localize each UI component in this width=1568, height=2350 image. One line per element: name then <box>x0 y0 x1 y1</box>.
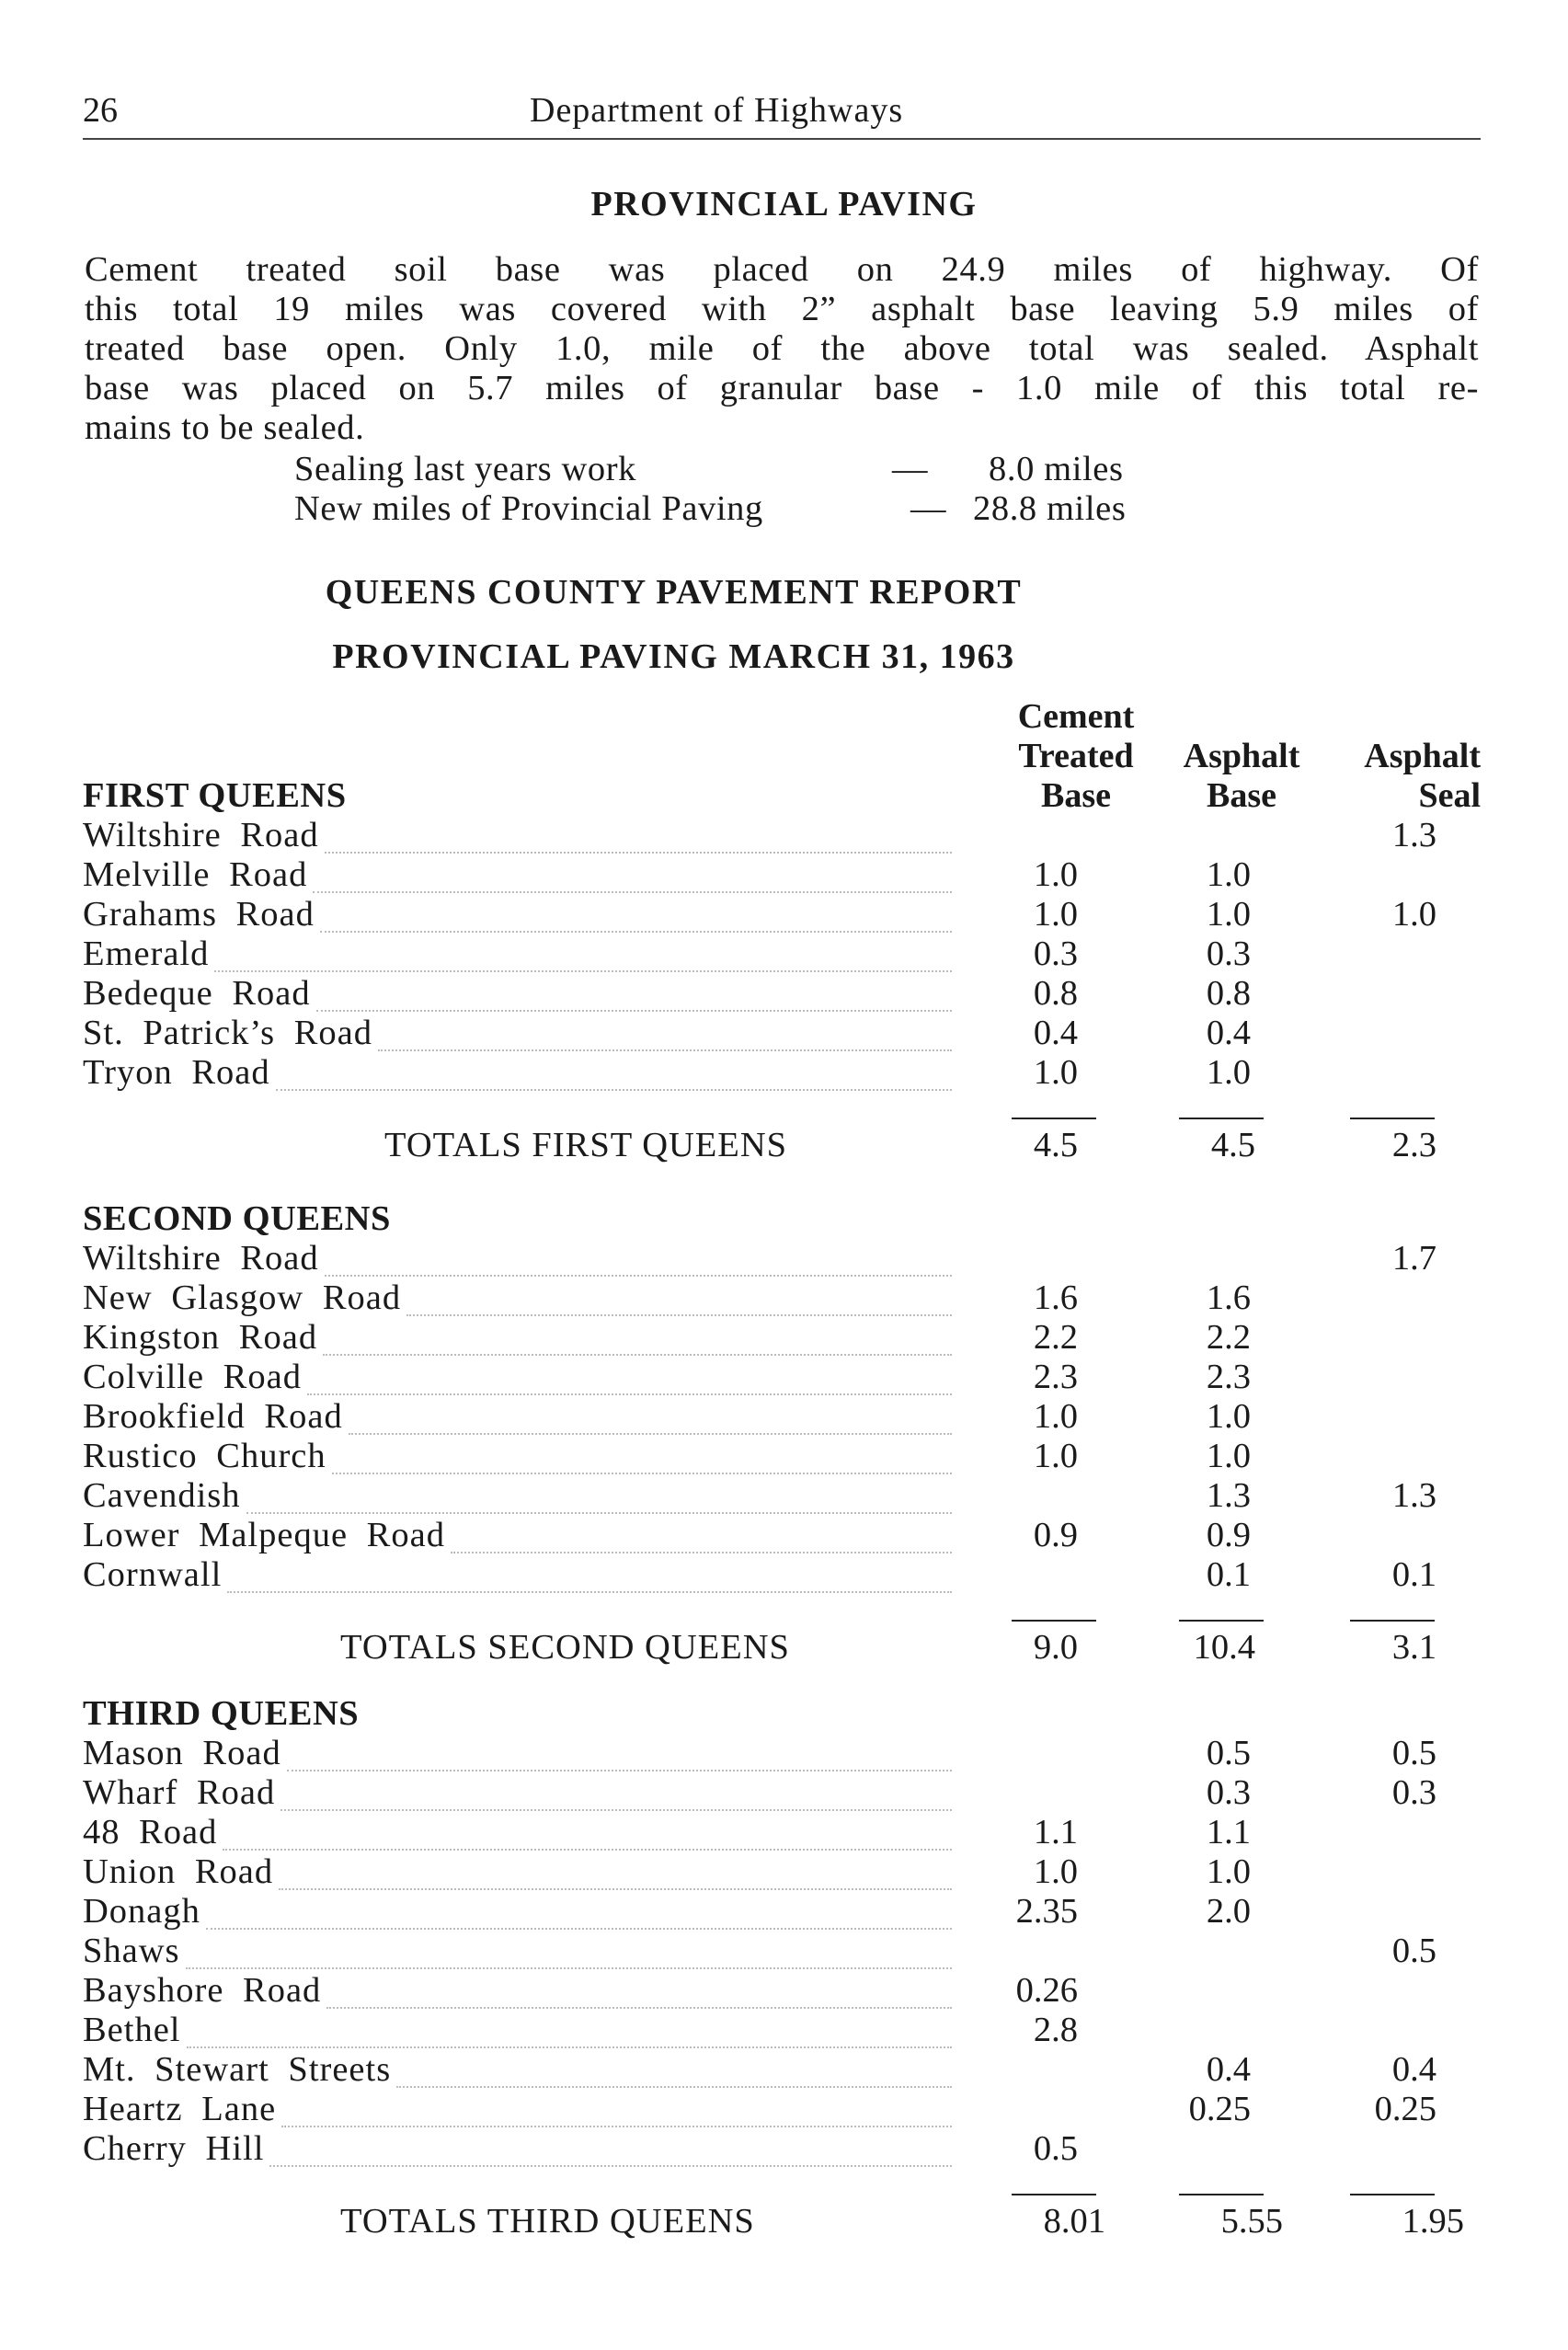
cell-cement: 1.0 <box>1033 1852 1078 1891</box>
dot-leader <box>313 854 952 893</box>
total-asphalt-base: 4.5 <box>1210 1126 1255 1164</box>
dot-leader <box>323 1317 952 1356</box>
dot-leader <box>406 1278 952 1316</box>
total-label: TOTALS SECOND QUEENS <box>340 1628 790 1667</box>
cell-asphalt-seal: 1.0 <box>1391 895 1436 934</box>
running-title: Department of Highways <box>530 91 904 130</box>
road-name: Bayshore Road <box>83 1971 322 2010</box>
table-row <box>83 1357 1481 1396</box>
road-name: 48 Road <box>83 1813 218 1851</box>
total-asphalt-seal: 2.3 <box>1391 1126 1436 1164</box>
dot-leader <box>325 1238 952 1277</box>
header-rule <box>83 138 1481 140</box>
dot-leader <box>332 1436 952 1474</box>
paragraph-line: mains to be sealed. <box>85 408 365 447</box>
table-row <box>83 2049 1481 2089</box>
paragraph-line: treated base open. Only 1.0, mile of the above total was sealed. Asphalt <box>85 329 1479 368</box>
table-row <box>83 1515 1481 1554</box>
road-name: Rustico Church <box>83 1437 326 1475</box>
table-row <box>83 2010 1481 2049</box>
report-subtitle: PROVINCIAL PAVING MARCH 31, 1963 <box>332 637 1015 676</box>
road-name: Wiltshire Road <box>83 1239 319 1278</box>
cell-asphalt-base: 1.0 <box>1206 1437 1251 1475</box>
road-name: Mason Road <box>83 1734 281 1772</box>
dot-leader <box>349 1396 952 1435</box>
column-header-cement: Cement Treated Base <box>1017 697 1135 815</box>
table-row <box>83 1733 1481 1772</box>
table-row <box>83 1396 1481 1436</box>
road-name: Shaws <box>83 1932 180 1970</box>
cell-asphalt-base: 0.3 <box>1206 1773 1251 1812</box>
table-row <box>83 1278 1481 1317</box>
road-name: Wiltshire Road <box>83 816 319 854</box>
cell-cement: 2.35 <box>1015 1892 1078 1931</box>
road-name: Donagh <box>83 1892 200 1931</box>
cell-asphalt-base: 0.3 <box>1206 934 1251 973</box>
total-asphalt-seal: 1.95 <box>1402 2202 1464 2241</box>
section-heading: THIRD QUEENS <box>83 1694 360 1733</box>
cell-cement: 0.26 <box>1015 1971 1078 2010</box>
total-rule <box>1179 2194 1264 2195</box>
total-rule <box>1179 1118 1264 1119</box>
cell-asphalt-base: 1.0 <box>1206 895 1251 934</box>
cell-cement: 0.8 <box>1033 974 1078 1013</box>
cell-asphalt-seal: 1.3 <box>1391 816 1436 854</box>
table-row <box>83 894 1481 934</box>
section-heading: SECOND QUEENS <box>83 1199 391 1238</box>
cell-asphalt-base: 0.25 <box>1188 2090 1251 2128</box>
cell-asphalt-base: 0.9 <box>1206 1516 1251 1554</box>
dot-leader <box>320 894 952 933</box>
road-name: Cavendish <box>83 1476 241 1515</box>
cell-cement: 2.2 <box>1033 1318 1078 1357</box>
page-number: 26 <box>83 91 118 130</box>
column-header-asphalt-seal: Asphalt Seal <box>1364 737 1481 815</box>
cell-asphalt-seal: 0.5 <box>1391 1932 1436 1970</box>
cell-asphalt-base: 1.1 <box>1206 1813 1251 1851</box>
section-heading: FIRST QUEENS <box>83 776 347 815</box>
table-row <box>83 815 1481 854</box>
road-name: Cornwall <box>83 1555 223 1594</box>
road-name: Tryon Road <box>83 1053 270 1092</box>
cell-asphalt-base: 2.0 <box>1206 1892 1251 1931</box>
table-row <box>83 1891 1481 1931</box>
cell-asphalt-base: 1.6 <box>1206 1278 1251 1317</box>
cell-asphalt-seal: 0.5 <box>1391 1734 1436 1772</box>
total-label: TOTALS THIRD QUEENS <box>340 2202 755 2241</box>
dot-leader <box>279 1851 952 1890</box>
dot-leader <box>187 2010 952 2048</box>
road-name: Bedeque Road <box>83 974 311 1013</box>
cell-cement: 1.0 <box>1033 895 1078 934</box>
dot-leader <box>307 1357 952 1395</box>
stat-label-new-miles: New miles of Provincial Paving <box>294 489 763 528</box>
column-header-asphalt-base: Asphalt Base <box>1183 737 1300 815</box>
table-row <box>83 1772 1481 1812</box>
dot-leader <box>214 934 952 972</box>
intro-paragraph <box>85 250 1479 448</box>
table-row <box>83 973 1481 1013</box>
stat-label-sealing: Sealing last years work <box>294 450 636 488</box>
road-name: Kingston Road <box>83 1318 318 1357</box>
cell-cement: 0.3 <box>1033 934 1078 973</box>
cell-asphalt-base: 0.1 <box>1206 1555 1251 1594</box>
paragraph-line: this total 19 miles was covered with 2” asphalt base leaving 5.9 miles of <box>85 290 1479 328</box>
road-name: Cherry Hill <box>83 2129 265 2168</box>
stat-value-sealing: 8.0 miles <box>989 450 1124 488</box>
dot-leader <box>246 1475 952 1514</box>
road-name: Emerald <box>83 934 210 973</box>
total-rule <box>1012 1118 1096 1119</box>
total-rule <box>1350 1118 1435 1119</box>
dot-leader <box>451 1515 952 1553</box>
total-cement: 8.01 <box>1043 2202 1105 2241</box>
table-row <box>83 1436 1481 1475</box>
road-name: Brookfield Road <box>83 1397 343 1436</box>
table-row <box>83 1475 1481 1515</box>
dot-leader <box>280 1772 952 1811</box>
stat-dash: — <box>892 450 928 488</box>
cell-cement: 1.1 <box>1033 1813 1078 1851</box>
cell-asphalt-base: 2.3 <box>1206 1358 1251 1396</box>
dot-leader <box>378 1013 952 1051</box>
cell-cement: 1.0 <box>1033 1437 1078 1475</box>
section-title: PROVINCIAL PAVING <box>590 185 978 224</box>
report-title: QUEENS COUNTY PAVEMENT REPORT <box>325 573 1023 612</box>
dot-leader <box>186 1931 952 1969</box>
table-row <box>83 1554 1481 1594</box>
table-row <box>83 1052 1481 1092</box>
road-name: Mt. Stewart Streets <box>83 2050 392 2089</box>
cell-asphalt-seal: 0.1 <box>1391 1555 1436 1594</box>
table-row <box>83 1238 1481 1278</box>
dot-leader <box>326 1970 952 2009</box>
road-name: Grahams Road <box>83 895 315 934</box>
table-row <box>83 1317 1481 1357</box>
total-asphalt-seal: 3.1 <box>1391 1628 1436 1667</box>
cell-asphalt-base: 0.5 <box>1206 1734 1251 1772</box>
cell-cement: 0.9 <box>1033 1516 1078 1554</box>
cell-cement: 1.0 <box>1033 1397 1078 1436</box>
table-row <box>83 1013 1481 1052</box>
cell-asphalt-seal: 1.7 <box>1391 1239 1436 1278</box>
cell-asphalt-base: 1.0 <box>1206 855 1251 894</box>
road-name: Colville Road <box>83 1358 302 1396</box>
dot-leader <box>325 815 952 854</box>
cell-cement: 1.0 <box>1033 1053 1078 1092</box>
cell-asphalt-base: 2.2 <box>1206 1318 1251 1357</box>
stat-dash: — <box>910 489 946 528</box>
dot-leader <box>316 973 952 1012</box>
total-rule <box>1012 1620 1096 1622</box>
cell-asphalt-base: 1.3 <box>1206 1476 1251 1515</box>
cell-asphalt-base: 0.8 <box>1206 974 1251 1013</box>
cell-asphalt-seal: 0.4 <box>1391 2050 1436 2089</box>
road-name: Melville Road <box>83 855 308 894</box>
cell-asphalt-base: 0.4 <box>1206 2050 1251 2089</box>
table-row <box>83 1931 1481 1970</box>
total-rule <box>1179 1620 1264 1622</box>
road-name: Lower Malpeque Road <box>83 1516 445 1554</box>
dot-leader <box>276 1052 952 1091</box>
cell-asphalt-seal: 1.3 <box>1391 1476 1436 1515</box>
cell-asphalt-seal: 0.3 <box>1391 1773 1436 1812</box>
total-cement: 9.0 <box>1033 1628 1078 1667</box>
table-row <box>83 1970 1481 2010</box>
dot-leader <box>223 1812 952 1851</box>
total-rule <box>1012 2194 1096 2195</box>
stat-value-new-miles: 28.8 miles <box>973 489 1127 528</box>
table-row <box>83 2128 1481 2168</box>
table-row <box>83 1812 1481 1851</box>
dot-leader <box>396 2049 952 2088</box>
cell-cement: 0.4 <box>1033 1014 1078 1052</box>
road-name: New Glasgow Road <box>83 1278 402 1317</box>
cell-asphalt-base: 1.0 <box>1206 1397 1251 1436</box>
road-name: Heartz Lane <box>83 2090 277 2128</box>
total-rule <box>1350 1620 1435 1622</box>
road-name: Wharf Road <box>83 1773 276 1812</box>
road-name: Bethel <box>83 2011 181 2049</box>
cell-cement: 1.6 <box>1033 1278 1078 1317</box>
dot-leader <box>281 2089 952 2127</box>
dot-leader <box>206 1891 952 1930</box>
paragraph-line: base was placed on 5.7 miles of granular base - 1.0 mile of this total re- <box>85 369 1479 407</box>
dot-leader <box>269 2128 952 2167</box>
total-cement: 4.5 <box>1033 1126 1078 1164</box>
table-row <box>83 934 1481 973</box>
dot-leader <box>227 1554 952 1593</box>
road-name: Union Road <box>83 1852 274 1891</box>
table-row <box>83 2089 1481 2128</box>
total-asphalt-base: 10.4 <box>1193 1628 1255 1667</box>
cell-cement: 1.0 <box>1033 855 1078 894</box>
cell-cement: 2.3 <box>1033 1358 1078 1396</box>
cell-asphalt-base: 1.0 <box>1206 1053 1251 1092</box>
table-row <box>83 1851 1481 1891</box>
cell-asphalt-seal: 0.25 <box>1374 2090 1436 2128</box>
dot-leader <box>287 1733 952 1771</box>
total-asphalt-base: 5.55 <box>1220 2202 1283 2241</box>
cell-asphalt-base: 1.0 <box>1206 1852 1251 1891</box>
cell-cement: 2.8 <box>1033 2011 1078 2049</box>
total-rule <box>1350 2194 1435 2195</box>
cell-asphalt-base: 0.4 <box>1206 1014 1251 1052</box>
cell-cement: 0.5 <box>1033 2129 1078 2168</box>
paragraph-line: Cement treated soil base was placed on 24.9 miles of highway. Of <box>85 250 1479 289</box>
table-row <box>83 854 1481 894</box>
total-label: TOTALS FIRST QUEENS <box>384 1126 788 1164</box>
road-name: St. Patrick’s Road <box>83 1014 372 1052</box>
